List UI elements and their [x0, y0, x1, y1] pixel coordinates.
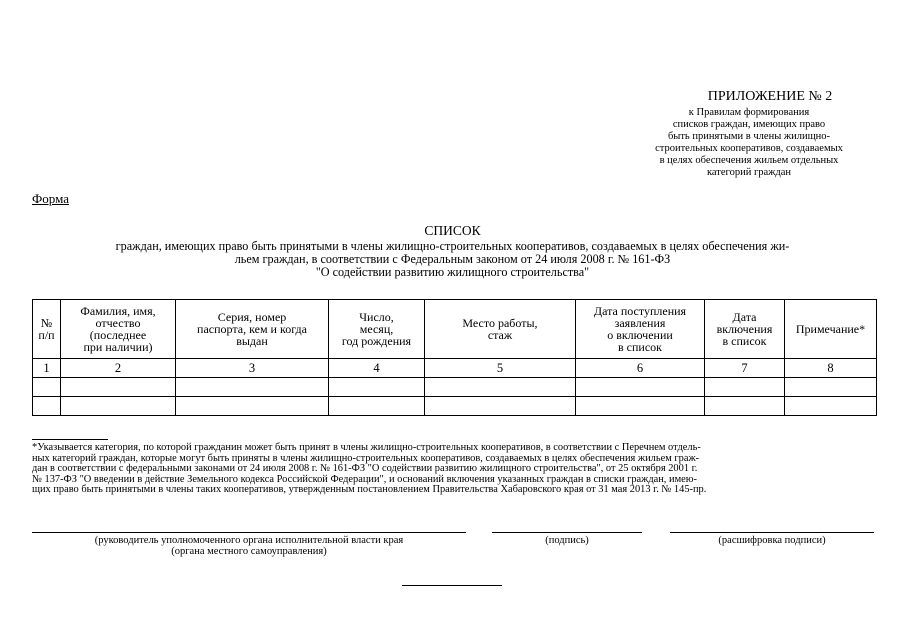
footnote-line: № 137-ФЗ "О введении в действие Земельного кодекса Российской Федерации", и оснований включения указанных граждан в списки граждан, имею- — [32, 473, 697, 485]
footnote-line: щих право быть принятыми в члены таких кооперативов, утвержденным постановлением Правительства Хабаровского края от 31 мая 2013 г. № 145-пр. — [32, 484, 707, 495]
table-header-row — [33, 300, 877, 359]
header-line: Серия, номер — [217, 310, 287, 324]
signature-caption: (подпись) — [545, 535, 589, 546]
number-cell: 8 — [785, 359, 877, 378]
header-line: о включении — [607, 328, 673, 342]
appendix-note-line: в целях обеспечения жильем отдельных — [659, 155, 839, 166]
document-title: СПИСОК — [424, 223, 481, 238]
table-cell[interactable] — [176, 378, 329, 397]
header-line: Число, — [359, 310, 394, 324]
number-cell: 3 — [176, 359, 329, 378]
header-line: (последнее — [89, 328, 147, 342]
header-cell-application-date — [576, 300, 705, 359]
appendix-note-line: к Правилам формирования — [688, 107, 810, 118]
footnote — [32, 443, 874, 496]
header-cell-birth-date — [329, 300, 425, 359]
header-line: месяц, — [359, 322, 394, 336]
caption-line: (руководитель уполномоченного органа исполнительной власти края — [94, 535, 404, 546]
table-cell[interactable] — [576, 378, 705, 397]
number-cell: 4 — [329, 359, 425, 378]
header-cell-full-name — [61, 300, 176, 359]
table-cell[interactable] — [705, 378, 785, 397]
appendix-note-line: списков граждан, имеющих право — [672, 119, 826, 130]
table-cell[interactable] — [425, 397, 576, 416]
header-cell-inclusion-date — [705, 300, 785, 359]
header-line: заявления — [614, 316, 666, 330]
appendix-note-line: строительных кооперативов, создаваемых — [655, 143, 843, 154]
appendix-note-line: категорий граждан — [706, 167, 792, 178]
subtitle-line: "О содействии развитию жилищного строительства" — [315, 265, 590, 279]
header-line: выдан — [236, 334, 268, 348]
appendix-number: ПРИЛОЖЕНИЕ № 2 — [707, 89, 833, 104]
header-line: № — [40, 316, 53, 330]
table-cell[interactable] — [425, 378, 576, 397]
number-cell: 2 — [61, 359, 176, 378]
number-cell: 7 — [705, 359, 785, 378]
table-cell[interactable] — [329, 397, 425, 416]
appendix-note — [618, 107, 880, 179]
header-line: в список — [722, 334, 767, 348]
table-cell[interactable] — [61, 397, 176, 416]
header-line: Место работы, — [462, 316, 538, 330]
end-divider — [402, 585, 502, 586]
table-cell[interactable] — [176, 397, 329, 416]
subtitle-line: льем граждан, в соответствии с Федеральным законом от 24 июля 2008 г. № 161-ФЗ — [234, 252, 671, 266]
decoding-caption: (расшифровка подписи) — [718, 535, 826, 546]
caption-line: (органа местного самоуправления) — [171, 546, 327, 557]
header-line: стаж — [487, 328, 513, 342]
footnote-line: дан в соответствии с федеральными законами от 24 июля 2008 г. № 161-ФЗ "О содействии развитию жилищного строительства", от 25 октября 2001 г. — [32, 463, 698, 474]
decoding-line[interactable] — [670, 532, 874, 533]
header-cell-passport — [176, 300, 329, 359]
appendix-note-line: быть принятыми в члены жилищно- — [667, 131, 831, 142]
footnote-line: *Указывается категория, по которой гражданин может быть принят в члены жилищно-строительных кооперативов, в соответствии с Перечнем отдель- — [32, 442, 701, 453]
table-cell[interactable] — [576, 397, 705, 416]
header-line: Дата поступления — [593, 304, 687, 318]
form-label: Форма — [32, 191, 69, 206]
header-line: Фамилия, имя, — [80, 304, 156, 318]
table-row — [33, 397, 877, 416]
table-cell[interactable] — [61, 378, 176, 397]
number-cell: 1 — [33, 359, 61, 378]
header-line: паспорта, кем и когда — [197, 322, 307, 336]
table-cell[interactable] — [33, 378, 61, 397]
header-line: год рождения — [341, 334, 412, 348]
table-cell[interactable] — [785, 397, 877, 416]
official-signature-line[interactable] — [32, 532, 466, 533]
header-cell-workplace — [425, 300, 576, 359]
subtitle-line: граждан, имеющих право быть принятыми в члены жилищно-строительных кооперативов, создаваемых в целях обеспечения жи- — [115, 239, 790, 253]
header-line: в список — [618, 340, 662, 354]
header-line: отчество — [95, 316, 141, 330]
header-cell-number — [33, 300, 61, 359]
table-cell[interactable] — [33, 397, 61, 416]
table-cell[interactable] — [785, 378, 877, 397]
footnote-line: ных категорий граждан, которые могут быть приняты в члены жилищно-строительных кооперативов, создаваемых в целях обеспечения жильем граж- — [32, 452, 700, 464]
header-cell-note — [785, 300, 877, 359]
official-caption — [32, 535, 466, 557]
table-row — [33, 378, 877, 397]
signature-line[interactable] — [492, 532, 642, 533]
footnote-divider — [32, 439, 108, 440]
table-cell[interactable] — [329, 378, 425, 397]
header-line: Дата — [732, 310, 757, 324]
header-line: п/п — [38, 328, 55, 342]
header-line: при наличии) — [83, 340, 153, 354]
number-cell: 5 — [425, 359, 576, 378]
document-subtitle — [30, 240, 875, 279]
header-line: Примечание* — [795, 322, 866, 336]
header-line: включения — [716, 322, 773, 336]
table-cell[interactable] — [705, 397, 785, 416]
number-cell: 6 — [576, 359, 705, 378]
citizens-list-table — [32, 299, 877, 416]
table-number-row — [33, 359, 877, 378]
